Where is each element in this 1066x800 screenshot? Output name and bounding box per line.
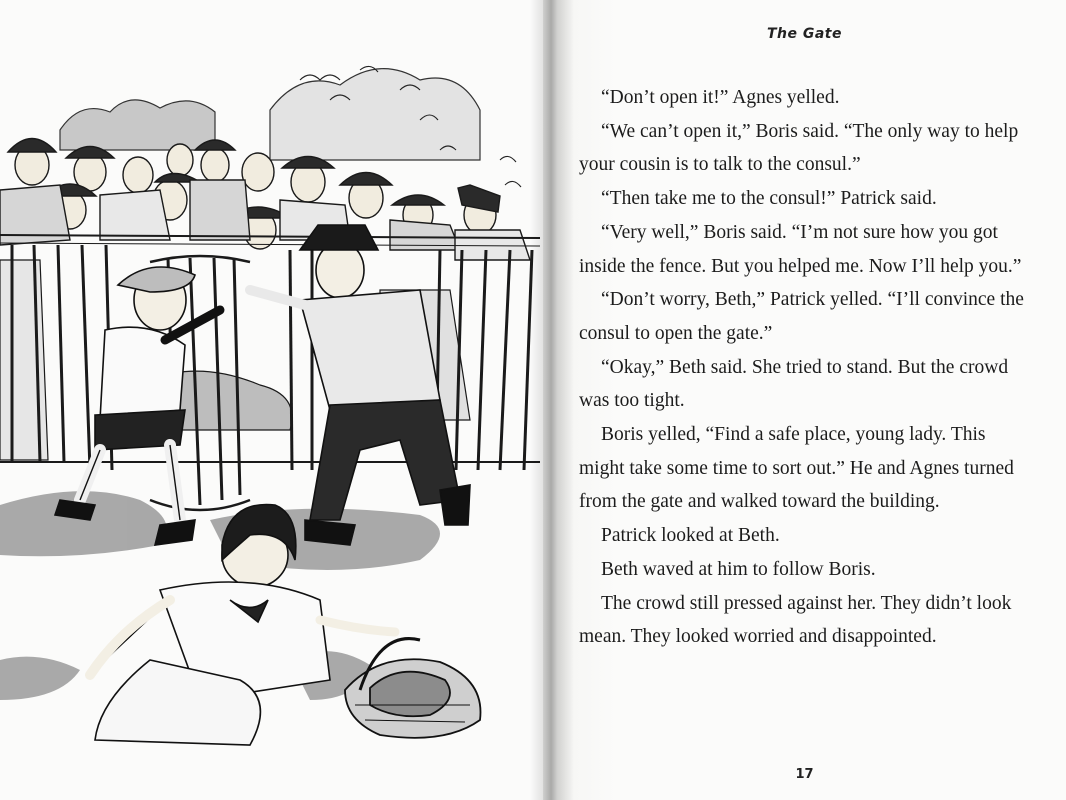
- page-number: 17: [795, 767, 814, 782]
- paragraph: “Okay,” Beth said. She tried to stand. But the crowd was too tight.: [579, 356, 1009, 412]
- fence: [0, 235, 540, 510]
- paragraph: “Don’t worry, Beth,” Patrick yelled. “I’ll convince the consul to open the gate.”: [579, 289, 1024, 344]
- paragraph: Beth waved at him to follow Boris.: [601, 558, 876, 580]
- paragraph: “Very well,” Boris said. “I’m not sure how you got inside the fence. But you helped me. Now I’ll help you.”: [579, 221, 1022, 277]
- paragraph: Patrick looked at Beth.: [601, 525, 780, 547]
- right-page: [543, 0, 1066, 800]
- man-figure: [250, 225, 470, 545]
- story-text: [579, 81, 1031, 654]
- trees: [60, 69, 480, 160]
- paragraph: “Then take me to the consul!” Patrick said.: [601, 188, 937, 210]
- paragraph: The crowd still pressed against her. They didn’t look mean. They looked worried and disappointed.: [579, 592, 1012, 648]
- paragraph: “We can’t open it,” Boris said. “The only way to help your cousin is to talk to the consul.”: [579, 120, 1019, 176]
- paragraph: “Don’t open it!” Agnes yelled.: [601, 87, 840, 108]
- paragraph: Boris yelled, “Find a safe place, young lady. This might take some time to sort out.” He and Agnes turned from the gate and walked toward the building.: [579, 424, 1014, 513]
- basket: [345, 639, 481, 738]
- running-head: The Gate: [766, 26, 842, 42]
